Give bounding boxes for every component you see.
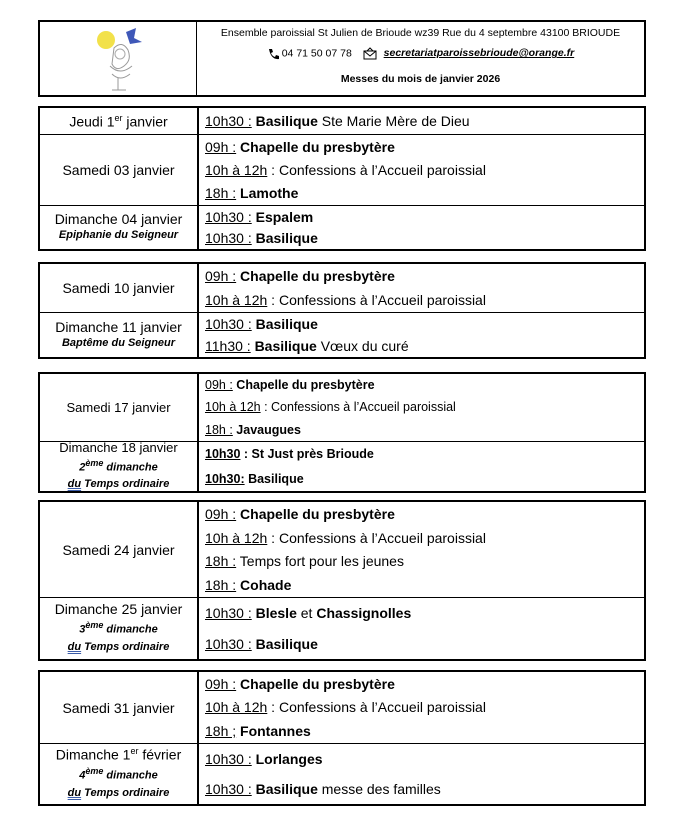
day-cell: Dimanche 25 janvier 3ème dimanche du Temps ordinaire xyxy=(40,598,199,659)
table-row xyxy=(40,672,644,743)
week-block-2 xyxy=(38,262,646,359)
table-row xyxy=(40,205,644,249)
mass-list: 10h30 : St Just près Brioude 10h30: Basilique xyxy=(205,447,374,486)
table-row xyxy=(40,502,644,597)
day-cell: Samedi 17 janvier xyxy=(40,374,199,441)
contact-line xyxy=(197,47,644,60)
table-row xyxy=(40,441,644,491)
day-cell: Jeudi 1er janvier xyxy=(40,108,199,134)
week-block-1 xyxy=(38,106,646,251)
parish-logo xyxy=(40,22,197,95)
table-row xyxy=(40,264,644,312)
logo-drawing-icon xyxy=(90,26,150,92)
mass-list: 09h : Chapelle du presbytère 10h à 12h : Confessions à l’Accueil paroissial 18h : Lamothe xyxy=(205,138,486,202)
mass-list: 10h30 : Espalem 10h30 : Basilique xyxy=(205,208,318,247)
mass-list: 10h30 : Basilique 11h30 : Basilique Vœux du curé xyxy=(205,316,409,354)
mass-list: 09h : Chapelle du presbytère 10h à 12h : Confessions à l’Accueil paroissial xyxy=(205,268,486,308)
parish-address: Ensemble paroissial St Julien de Brioude wz39 Rue du 4 septembre 43100 BRIOUDE xyxy=(220,27,621,39)
day-cell: Samedi 10 janvier xyxy=(40,264,199,312)
day-cell: Samedi 03 janvier xyxy=(40,135,199,205)
header-info xyxy=(197,22,644,95)
mass-list: 10h30 : Basilique Ste Marie Mère de Dieu xyxy=(205,113,470,129)
phone-number: 04 71 50 07 78 xyxy=(281,47,352,60)
day-cell: Dimanche 11 janvier Baptême du Seigneur xyxy=(40,313,199,357)
table-row xyxy=(40,597,644,659)
table-row xyxy=(40,312,644,357)
page-title: Messes du mois de janvier 2026 xyxy=(340,73,501,85)
week-block-5 xyxy=(38,670,646,806)
mail-icon xyxy=(363,47,377,60)
table-row xyxy=(40,743,644,804)
header-box xyxy=(38,20,646,97)
mass-list: 09h : Chapelle du presbytère 10h à 12h : Confessions à l’Accueil paroissial 18h : Javaugues xyxy=(205,378,456,437)
mass-list: 10h30 : Blesle et Chassignolles 10h30 : Basilique xyxy=(205,605,412,652)
table-row xyxy=(40,374,644,441)
day-cell: Dimanche 04 janvier Epiphanie du Seigneur xyxy=(40,206,199,249)
phone-icon xyxy=(267,48,279,60)
mass-list: 09h : Chapelle du presbytère 10h à 12h : Confessions à l’Accueil paroissial 18h : Temps fort pour les jeunes 18h : Cohade xyxy=(205,505,486,594)
table-row xyxy=(40,134,644,205)
week-block-4 xyxy=(38,500,646,661)
week-block-3 xyxy=(38,372,646,493)
day-cell: Samedi 31 janvier xyxy=(40,672,199,743)
mass-list: 09h : Chapelle du presbytère 10h à 12h : Confessions à l’Accueil paroissial 18h ; Fontannes xyxy=(205,675,486,740)
email-link[interactable]: secretariatparoissebrioude@orange.fr xyxy=(383,47,575,60)
day-cell: Samedi 24 janvier xyxy=(40,502,199,597)
day-cell: Dimanche 1er février 4ème dimanche du Temps ordinaire xyxy=(40,744,199,804)
mass-list: 10h30 : Lorlanges 10h30 : Basilique messe des familles xyxy=(205,751,441,797)
table-row xyxy=(40,108,644,134)
day-cell: Dimanche 18 janvier 2ème dimanche du Temps ordinaire xyxy=(40,442,199,491)
